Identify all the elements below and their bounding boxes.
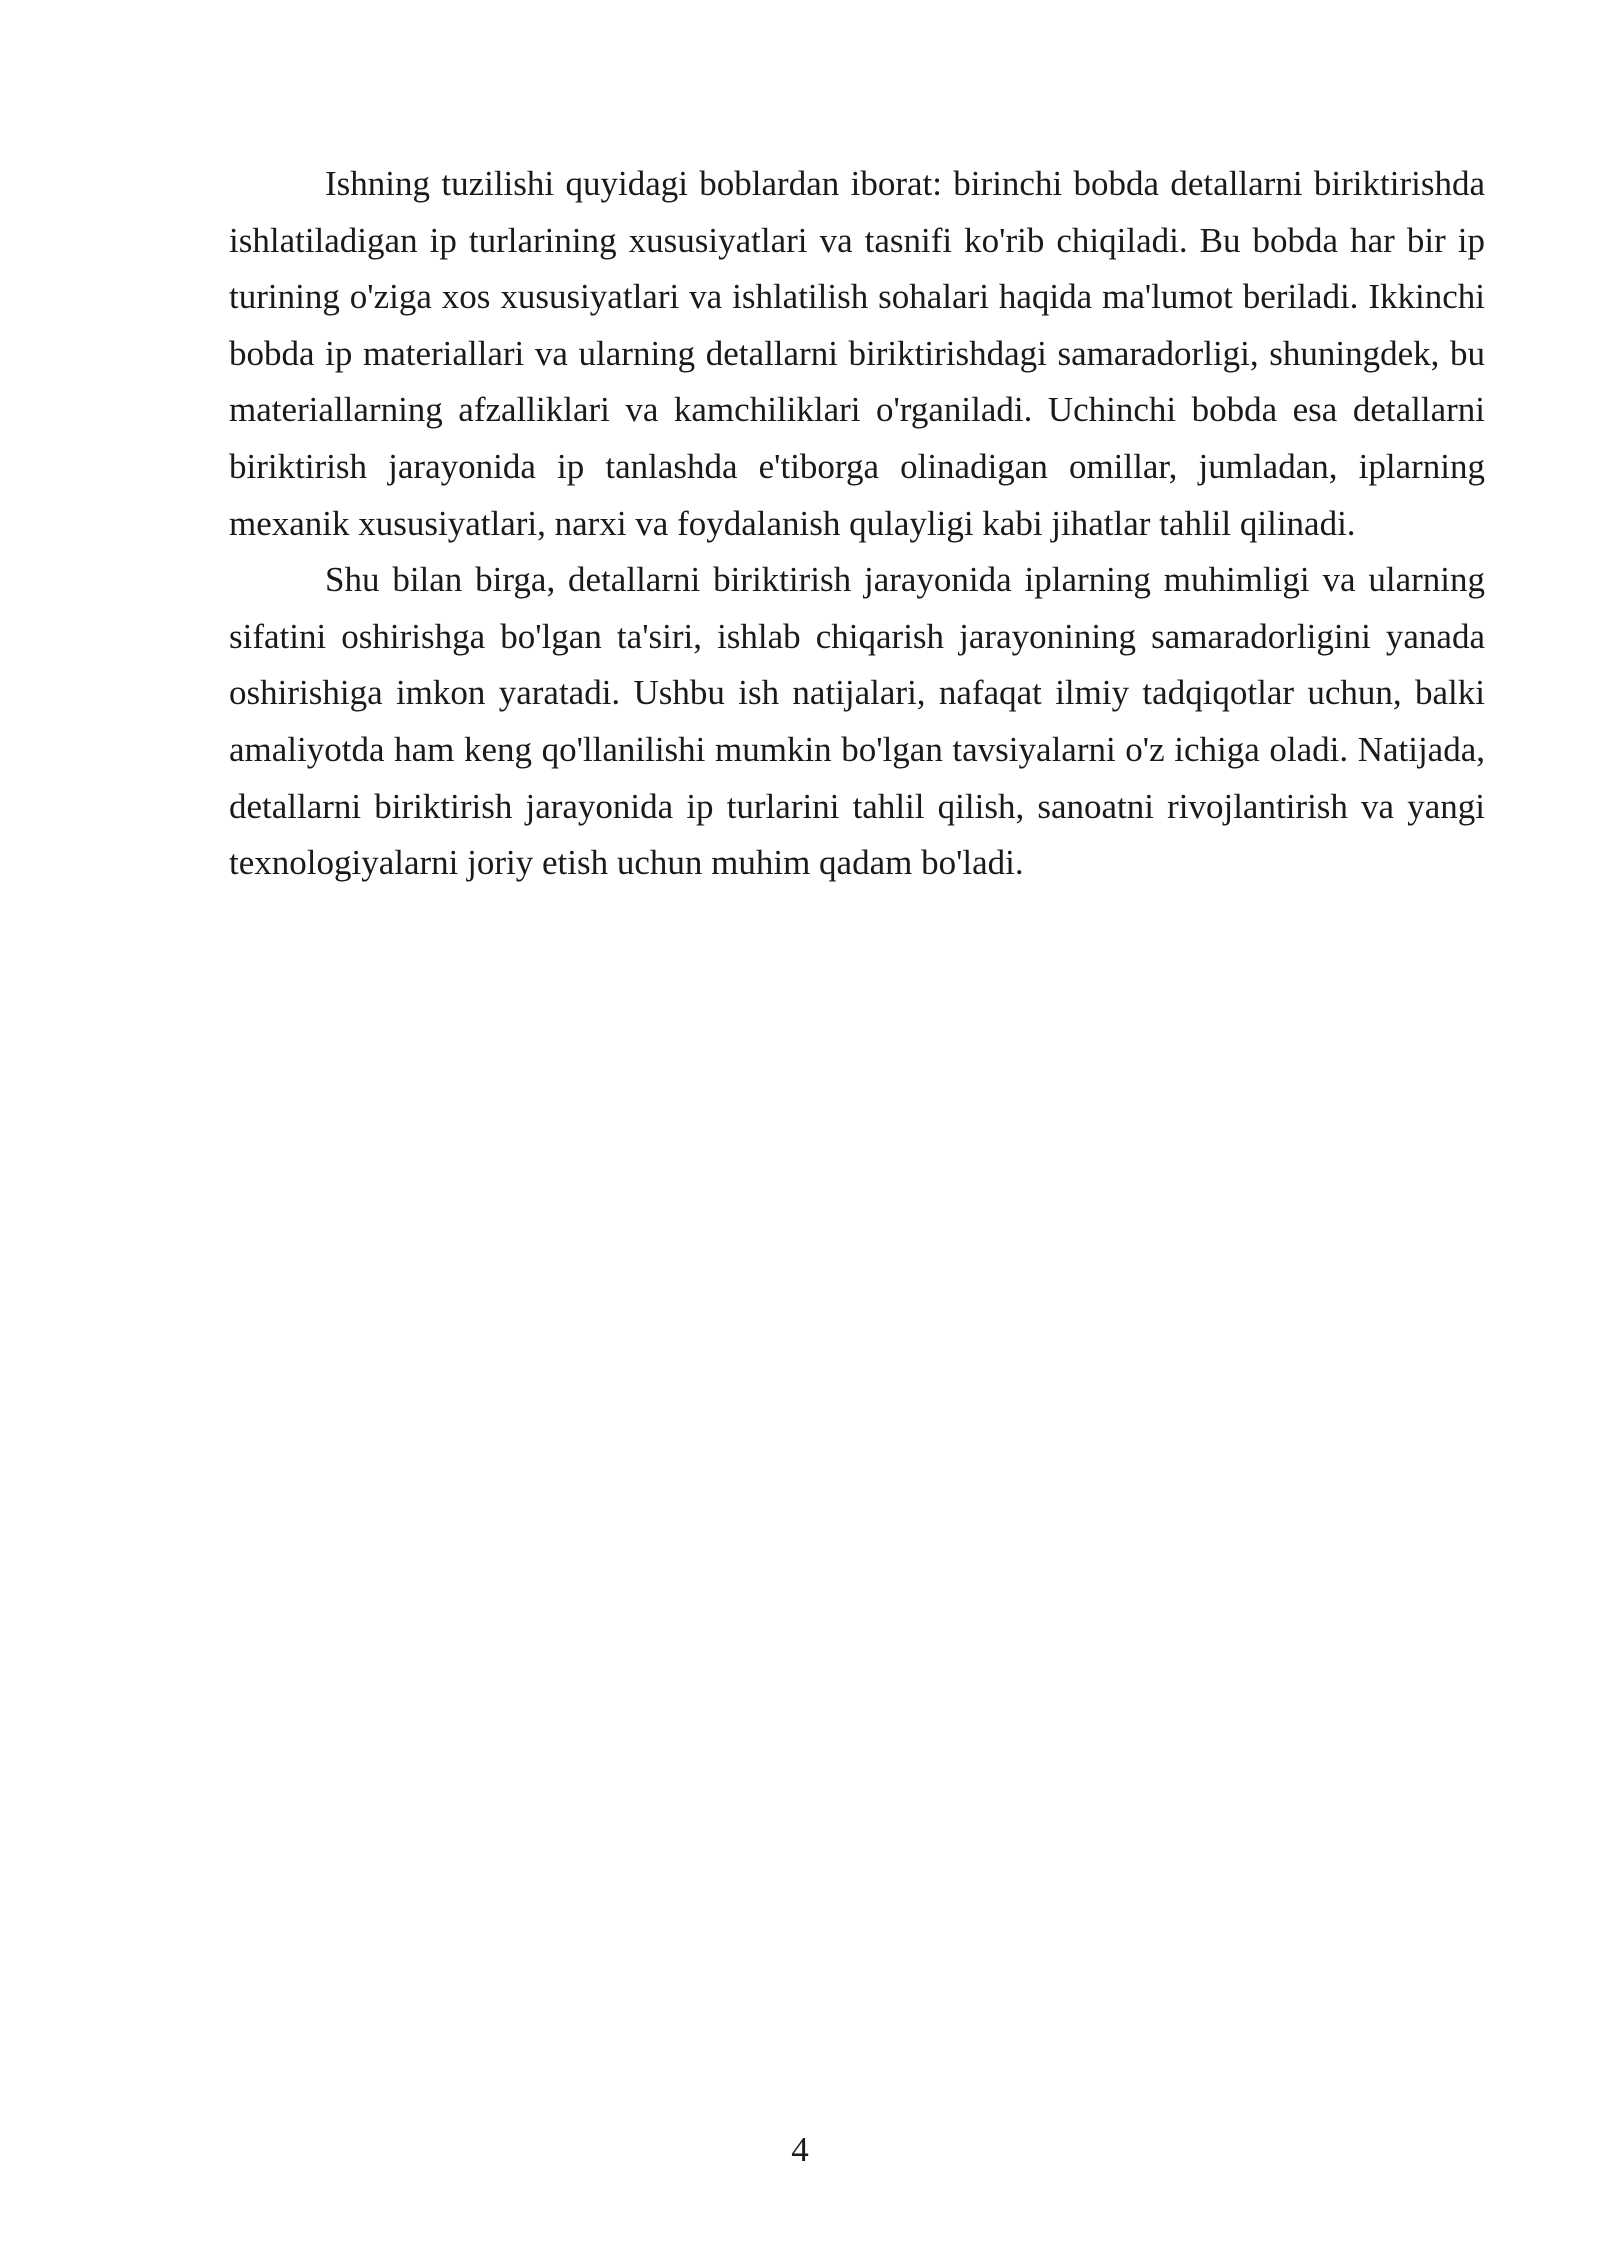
paragraph-structure: Ishning tuzilishi quyidagi boblardan iborat: birinchi bobda detallarni biriktirishda ishlatiladigan ip turlarining xususiyatlari va tasnifi ko'rib chiqiladi. Bu bobda har bir ip turining o'ziga xos xususiyatlari va ishlatilish sohalari haqida ma'lumot beriladi. Ikkinchi bobda ip materiallari va ularning detallarni biriktirishdagi samaradorligi, shuningdek, bu materiallarning afzalliklari va kamchiliklari o'rganiladi. Uchinchi bobda esa detallarni biriktirish jarayonida ip tanlashda e'tiborga olinadigan omillar, jumladan, iplarning mexanik xususiyatlari, narxi va foydalanish qulayligi kabi jihatlar tahlil qilinadi. xyxy=(229,164,1485,543)
paragraph-conclusion: Shu bilan birga, detallarni biriktirish jarayonida iplarning muhimligi va ularning sifatini oshirishga bo'lgan ta'siri, ishlab chiqarish jarayonining samaradorligini yanada oshirishiga imkon yaratadi. Ushbu ish natijalari, nafaqat ilmiy tadqiqotlar uchun, balki amaliyotda ham keng qo'llanilishi mumkin bo'lgan tavsiyalarni o'z ichiga oladi. Natijada, detallarni biriktirish jarayonida ip turlarini tahlil qilish, sanoatni rivojlantirish va yangi texnologiyalarni joriy etish uchun muhim qadam bo'ladi. xyxy=(229,560,1485,883)
page-number: 4 xyxy=(791,2130,809,2169)
body-text xyxy=(229,156,1485,892)
